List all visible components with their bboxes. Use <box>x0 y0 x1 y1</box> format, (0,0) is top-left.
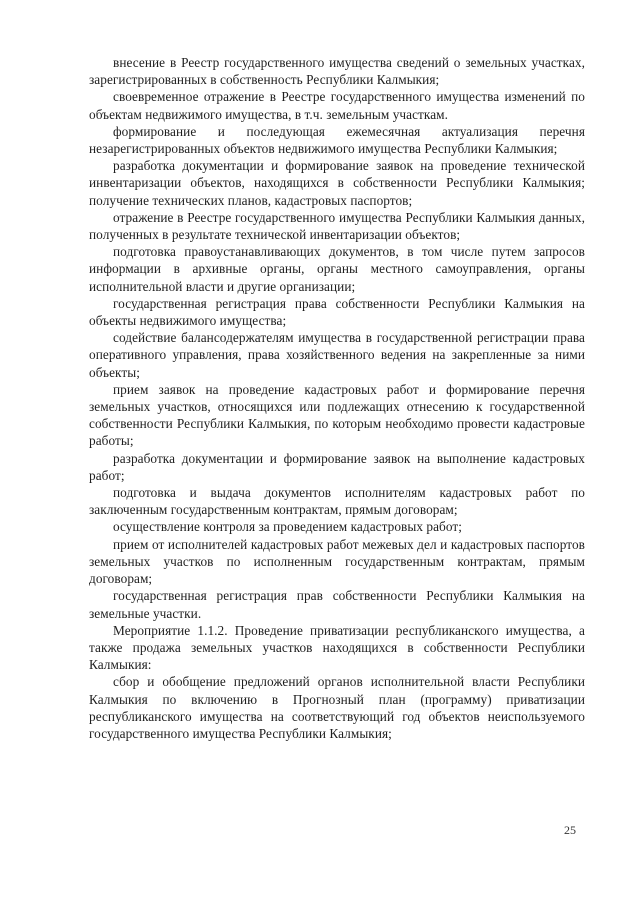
paragraph: прием заявок на проведение кадастровых работ и формирование перечня земельных участков, относящихся или подлежащих отнесению к государственной собственности Республики Калмыкия, по которым необходимо провести кадастровые работы; <box>89 381 585 449</box>
paragraph: содействие балансодержателям имущества в государственной регистрации права оперативного управления, права хозяйственного ведения на закрепленные за ними объекты; <box>89 330 585 380</box>
document-body <box>89 54 585 742</box>
paragraph: государственная регистрация прав собственности Республики Калмыкия на земельные участки. <box>89 588 585 621</box>
paragraph: подготовка и выдача документов исполнителям кадастровых работ по заключенным государственным контрактам, прямым договорам; <box>89 485 585 518</box>
paragraph: Мероприятие 1.1.2. Проведение приватизации республиканского имущества, а также продажа земельных участков находящихся в собственности Республики Калмыкия: <box>89 622 585 673</box>
paragraph: разработка документации и формирование заявок на выполнение кадастровых работ; <box>89 450 585 483</box>
paragraph: разработка документации и формирование заявок на проведение технической инвентаризации объектов, находящихся в собственности Республики Калмыкия; получение технических планов, кадастровых паспортов; <box>89 158 585 208</box>
paragraph: своевременное отражение в Реестре государственного имущества изменений по объектам недвижимого имущества, в т.ч. земельным участкам. <box>89 89 585 122</box>
paragraph: государственная регистрация права собственности Республики Калмыкия на объекты недвижимого имущества; <box>89 295 585 329</box>
paragraph: внесение в Реестр государственного имущества сведений о земельных участках, зарегистрированных в собственность Республики Калмыкия; <box>89 55 585 88</box>
paragraph: формирование и последующая ежемесячная актуализация перечня незарегистрированных объектов недвижимого имущества Республики Калмыкия; <box>89 123 585 157</box>
paragraph: сбор и обобщение предложений органов исполнительной власти Республики Калмыкия по включению в Прогнозный план (программу) приватизации республиканского имущества на соответствующий год объектов неиспользуемого государственного имущества Республики Калмыкия; <box>89 674 585 741</box>
paragraph: осуществление контроля за проведением кадастровых работ; <box>113 519 462 535</box>
paragraph: подготовка правоустанавливающих документов, в том числе путем запросов информации в архивные органы, органы местного самоуправления, органы исполнительной власти и другие организации; <box>89 244 585 294</box>
page-number: 25 <box>564 823 576 837</box>
paragraph: прием от исполнителей кадастровых работ межевых дел и кадастровых паспортов земельных участков по исполненным государственным контрактам, прямым договорам; <box>89 536 585 587</box>
paragraph: отражение в Реестре государственного имущества Республики Калмыкия данных, полученных в результате технической инвентаризации объектов; <box>89 209 585 243</box>
